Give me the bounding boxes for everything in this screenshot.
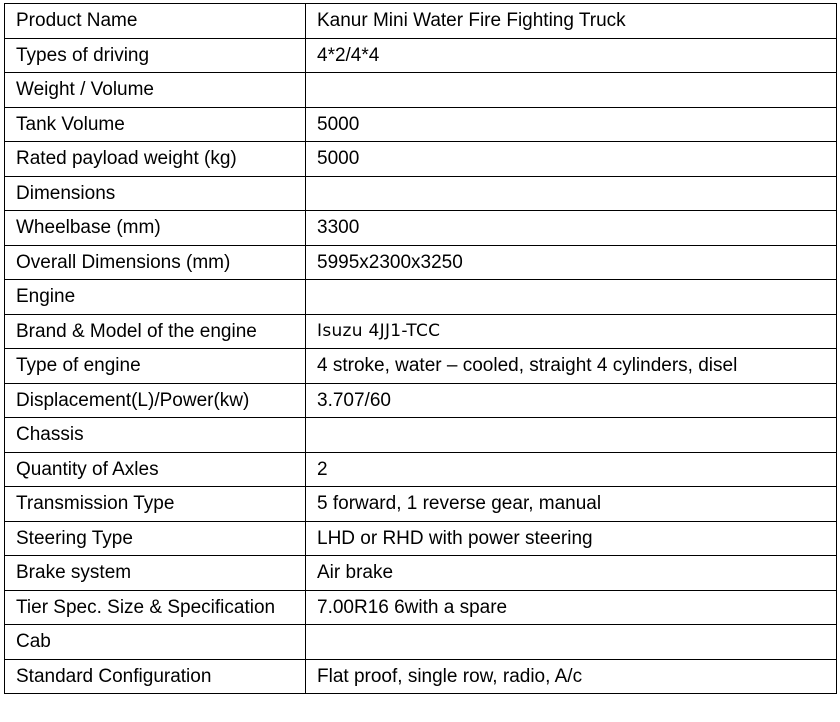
table-row — [5, 452, 837, 487]
row-label: Brand & Model of the engine — [5, 314, 306, 349]
table-row — [5, 38, 837, 73]
row-label: Rated payload weight (kg) — [5, 142, 306, 177]
row-value — [306, 280, 837, 315]
row-label: Types of driving — [5, 38, 306, 73]
row-value: Isuzu 4JJ1-TCC — [306, 314, 837, 349]
table-row — [5, 383, 837, 418]
row-label: Type of engine — [5, 349, 306, 384]
table-row — [5, 176, 837, 211]
table-row — [5, 107, 837, 142]
row-value: 7.00R16 6with a spare — [306, 590, 837, 625]
row-value: Kanur Mini Water Fire Fighting Truck — [306, 4, 837, 39]
table-row — [5, 625, 837, 660]
table-row — [5, 556, 837, 591]
row-value: 5000 — [306, 107, 837, 142]
row-label: Engine — [5, 280, 306, 315]
row-label: Product Name — [5, 4, 306, 39]
row-value: 5 forward, 1 reverse gear, manual — [306, 487, 837, 522]
row-label: Tank Volume — [5, 107, 306, 142]
row-value — [306, 73, 837, 108]
table-row — [5, 245, 837, 280]
row-label: Displacement(L)/Power(kw) — [5, 383, 306, 418]
table-row — [5, 314, 837, 349]
row-value: 3.707/60 — [306, 383, 837, 418]
row-value — [306, 176, 837, 211]
row-label: Wheelbase (mm) — [5, 211, 306, 246]
row-label: Transmission Type — [5, 487, 306, 522]
table-row — [5, 659, 837, 694]
table-row — [5, 521, 837, 556]
row-value: 5995x2300x3250 — [306, 245, 837, 280]
row-value: LHD or RHD with power steering — [306, 521, 837, 556]
row-value: 3300 — [306, 211, 837, 246]
table-row — [5, 73, 837, 108]
table-row — [5, 349, 837, 384]
table-row — [5, 211, 837, 246]
row-value: 4 stroke, water – cooled, straight 4 cylinders, disel — [306, 349, 837, 384]
row-value — [306, 625, 837, 660]
row-label: Cab — [5, 625, 306, 660]
table-row — [5, 590, 837, 625]
table-row — [5, 418, 837, 453]
table-row — [5, 142, 837, 177]
spec-table — [4, 3, 837, 694]
row-value: Flat proof, single row, radio, A/c — [306, 659, 837, 694]
row-label: Weight / Volume — [5, 73, 306, 108]
row-value: 2 — [306, 452, 837, 487]
row-label: Brake system — [5, 556, 306, 591]
row-label: Tier Spec. Size & Specification — [5, 590, 306, 625]
table-row — [5, 487, 837, 522]
row-value: Air brake — [306, 556, 837, 591]
row-label: Standard Configuration — [5, 659, 306, 694]
row-label: Steering Type — [5, 521, 306, 556]
row-value: 5000 — [306, 142, 837, 177]
table-row — [5, 4, 837, 39]
row-label: Quantity of Axles — [5, 452, 306, 487]
table-row — [5, 280, 837, 315]
row-label: Overall Dimensions (mm) — [5, 245, 306, 280]
row-value: 4*2/4*4 — [306, 38, 837, 73]
row-value — [306, 418, 837, 453]
row-label: Chassis — [5, 418, 306, 453]
row-label: Dimensions — [5, 176, 306, 211]
